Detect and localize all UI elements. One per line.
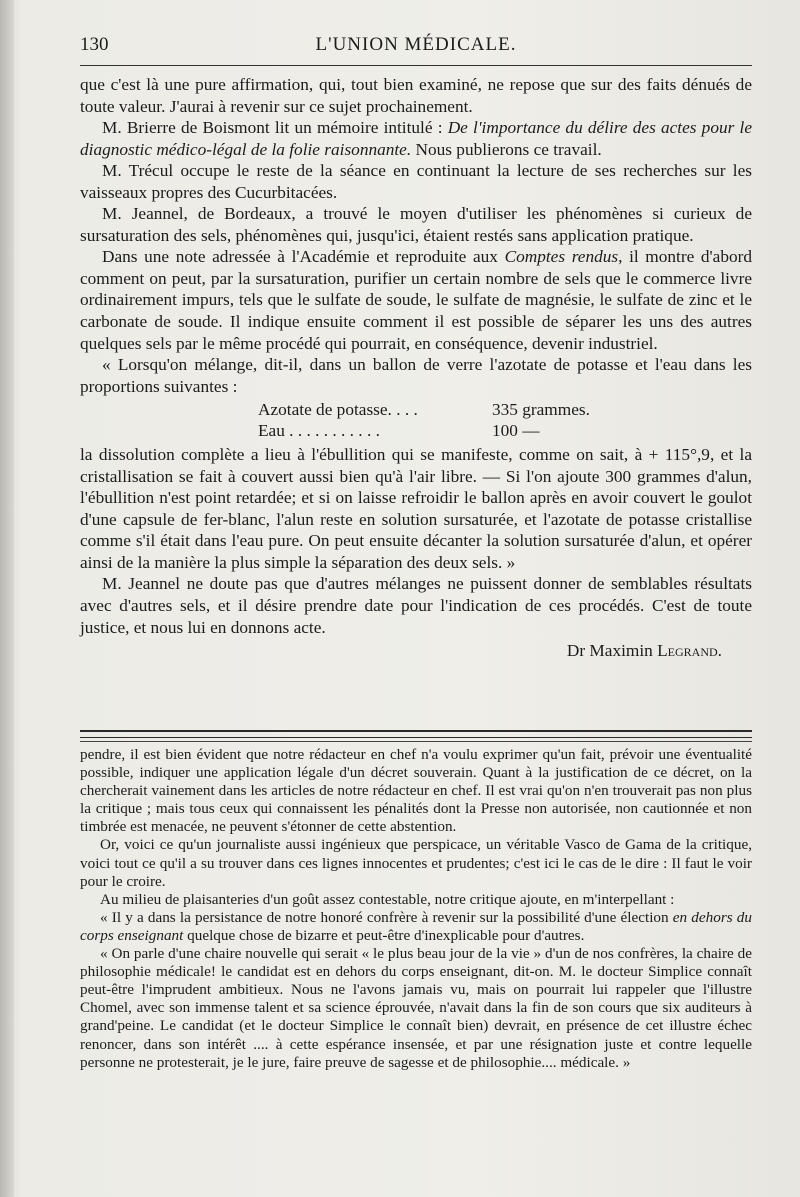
signature-prefix: Dr Maximin (566, 641, 658, 661)
proportions-table (80, 399, 752, 442)
paragraph-continuation: que c'est là une pure affirmation, qui, tout bien examiné, ne repose que sur des faits dénués de toute valeur. J'aurai à revenir sur ce sujet prochainement. (80, 75, 752, 116)
section-thin-rule (80, 741, 752, 742)
section-double-rule (80, 730, 752, 738)
paragraph-interpellation: Au milieu de plaisanteries d'un goût assez contestable, notre critique ajoute, en m'interpellant : (100, 890, 675, 908)
text: quelque chose de bizarre et peut-être d'inexplicable pour d'autres. (183, 926, 585, 944)
upper-article (80, 74, 752, 662)
lower-feuilleton (80, 746, 752, 1072)
text: Dans une note adressée à l'Académie et reproduite aux (102, 247, 505, 267)
ingredient-quantity: 335 grammes. (492, 400, 590, 420)
ingredient-name: Azotate de potasse. . . . (258, 400, 418, 420)
paragraph-trecul: M. Trécul occupe le reste de la séance en continuant la lecture de ses recherches sur les vaisseaux propres des Cucurbitacées. (80, 161, 752, 202)
text: M. Brierre de Boismont lit un mémoire intitulé : (102, 118, 448, 138)
text: « Il y a dans la persistance de notre honoré confrère à revenir sur la possibilité d'une élection (100, 908, 673, 926)
text: Nous publierons ce travail. (411, 139, 602, 159)
header-rule (80, 65, 752, 66)
journal-title: Comptes rendus (504, 247, 619, 267)
paragraph-brierre (80, 117, 752, 160)
signature (80, 640, 752, 662)
signature-name: Legrand. (657, 641, 722, 661)
paragraph-conclusion: M. Jeannel ne doute pas que d'autres mélanges ne puissent donner de semblables résultats avec d'autres sels, et il désire prendre date pour l'indication de ces procédés. C'est de toute justice, et nous lui en donnons acte. (80, 574, 752, 637)
running-title: L'UNION MÉDICALE. (315, 34, 517, 55)
page-number: 130 (80, 34, 109, 55)
memoir-title: De l'importance du délire des actes pour le diagnostic médico-légal de la folie raisonnante. (80, 118, 752, 159)
paragraph-jeannel: M. Jeannel, de Bordeaux, a trouvé le moyen d'utiliser les phénomènes si curieux de sursaturation des sels, phénomènes qui, jusqu'ici, étaient restés sans application pratique. (80, 204, 752, 245)
emphasis: en dehors du corps enseignant (80, 908, 752, 944)
ingredient-quantity: 100 — (492, 421, 540, 441)
text: , il montre d'abord comment on peut, par la sursaturation, purifier un certain nombre de sels que le commerce livre ordinairement impurs, tels que le sulfate de soude, le sulfate de magnésie, le sulfate de zinc et le carbonate de soude. Il indique ensuite comment il est possible de séparer les uns des autres quelques sels par le même procédé qui pourrait, en conséquence, devenir industriel. (80, 247, 752, 353)
paragraph-dissolution: la dissolution complète a lieu à l'ébullition qui se manifeste, comme on sait, à + 115°,9, et la cristallisation se fait à couvert aussi bien qu'à l'air libre. — Si l'on ajoute 300 grammes d'alun, l'ébullition n'est point retardée; et si on laisse refroidir le ballon après en avoir couvert le goulot d'une capsule de fer-blanc, l'alun reste en solution sursaturée, et l'azotate de potasse cristallise comme s'il était dans l'eau pure. On peut ensuite décanter la solution sursaturée d'alun, et opérer ainsi de la manière la plus simple la séparation des deux sels. » (80, 445, 752, 572)
page-header (80, 34, 752, 62)
paragraph-critic: Or, voici ce qu'un journaliste aussi ingénieux que perspicace, un véritable Vasco de Gama de la critique, voici tout ce qu'il a su trouver dans ces lignes innocentes et prudentes; c'est ici le cas de le dire : Il faut le voir pour le croire. (80, 836, 752, 890)
paragraph-quote-2: « On parle d'une chaire nouvelle qui serait « le plus beau jour de la vie » d'un de nos confrères, la chaire de philosophie médicale! le candidat est en dehors du corps enseignant, dit-on. M. le docteur Simplice connaît peut-être l'imprudent ambitieux. Nous ne l'avons jamais vu, mais on pourrait lui rappeler que l'illustre Chomel, avec son immense talent et sa science éprouvée, n'avait dans la fin de son cours que six auditeurs à grand'peine. Le candidat (et le docteur Simplice le connaît bien) devrait, en présence de cet illustre échec renoncer, dans son intérêt .... à cette espérance insensée, et par une résignation juste et contre lequelle personne ne protesterait, je le jure, faire preuve de sagesse et de philosophie.... médicale. » (80, 945, 752, 1071)
paragraph-quote-start: « Lorsqu'on mélange, dit-il, dans un ballon de verre l'azotate de potasse et l'eau dans les proportions suivantes : (80, 355, 752, 396)
ingredient-name: Eau . . . . . . . . . . . (258, 421, 380, 441)
paragraph-quote-1 (80, 909, 752, 945)
paragraph-note (80, 246, 752, 354)
paragraph-continuation: pendre, il est bien évident que notre rédacteur en chef n'a voulu exprimer qu'un fait, prévoir une éventualité possible, indiquer une application légale d'un décret souverain. Quant à la justification de ce décret, on la chercherait vainement dans les articles de notre rédacteur en chef. Il est vrai qu'on n'en trouverait pas non plus la critique ; mais tous ceux qui connaissent les pénalités dont la Presse non autorisée, non cautionnée et non timbrée est menacée, ne peuvent s'étonner de cette abstention. (80, 746, 752, 836)
book-spine-shadow (0, 0, 14, 1197)
